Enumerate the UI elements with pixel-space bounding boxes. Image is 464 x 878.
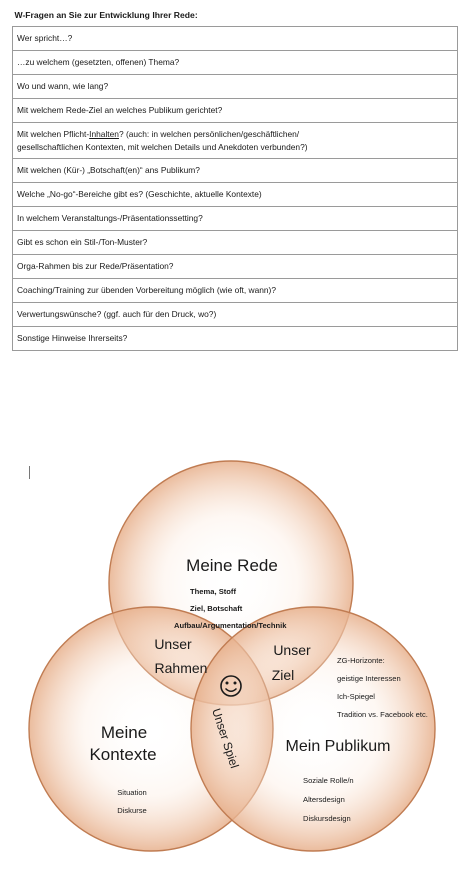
table-cell: Mit welchen (Kür-) „Botschaft(en)“ ans Publikum? [13, 159, 458, 183]
table-row [13, 27, 458, 51]
table-cell: Welche „No-go“-Bereiche gibt es? (Geschichte, aktuelle Kontexte) [13, 183, 458, 207]
table-row [13, 279, 458, 303]
table-cell: Wer spricht…? [13, 27, 458, 51]
title-mein-publikum: Mein Publikum [285, 738, 391, 755]
table-row [13, 255, 458, 279]
table-cell: Verwertungswünsche? (ggf. auch für den Druck, wo?) [13, 303, 458, 327]
table-row [13, 51, 458, 75]
questions-table [12, 4, 458, 351]
overlap-ziel-line1: Unser [273, 642, 311, 658]
publikum-item: Altersdesign [303, 795, 345, 804]
table-row [13, 303, 458, 327]
rede-item: Thema, Stoff [190, 587, 236, 596]
title-kontexte-line1: Meine [100, 723, 148, 742]
table-row [13, 207, 458, 231]
overlap-rahmen-line1: Unser [154, 636, 192, 652]
table-cell: Orga-Rahmen bis zur Rede/Präsentation? [13, 255, 458, 279]
publikum-item: Tradition vs. Facebook etc. [337, 710, 428, 719]
table-cell: In welchem Veranstaltungs-/Präsentationssetting? [13, 207, 458, 231]
table-cell: Sonstige Hinweise Ihrerseits? [13, 327, 458, 351]
table-row [13, 327, 458, 351]
venn-diagram [0, 450, 464, 878]
table-cell: Mit welchem Rede-Ziel an welches Publikum gerichtet? [13, 99, 458, 123]
underlined-word: Inhalten [89, 128, 119, 139]
publikum-item: geistige Interessen [337, 674, 401, 683]
kontexte-item: Situation [117, 788, 147, 797]
overlap-ziel-line2: Ziel [271, 667, 295, 683]
row-text-prefix: Mit welchen Pflicht- [17, 128, 90, 139]
publikum-item: Ich-Spiegel [337, 692, 375, 701]
rede-item: Aufbau/Argumentation/Technik [174, 621, 287, 630]
kontexte-item: Diskurse [117, 806, 147, 815]
table-cell: Coaching/Training zur übenden Vorbereitung möglich (wie oft, wann)? [13, 279, 458, 303]
publikum-item: ZG-Horizonte: [337, 656, 385, 665]
table-row [13, 231, 458, 255]
table-cell: Gibt es schon ein Stil-/Ton-Muster? [13, 231, 458, 255]
row-text-line2: gesellschaftlichen Kontexten, mit welchen Details und Anekdoten verbunden?) [17, 141, 308, 152]
title-meine-rede: Meine Rede [186, 556, 278, 575]
table-row [13, 99, 458, 123]
table-row [13, 75, 458, 99]
publikum-item: Soziale Rolle/n [303, 776, 354, 785]
publikum-item: Diskursdesign [303, 814, 351, 823]
table-row [13, 159, 458, 183]
table-cell: Wo und wann, wie lang? [13, 75, 458, 99]
table-heading-row [13, 4, 458, 27]
overlap-unser-spiel: Unser Spiel [209, 706, 242, 770]
table-cell: …zu welchem (gesetzten, offenen) Thema? [13, 51, 458, 75]
title-kontexte-line2: Kontexte [89, 745, 157, 764]
table-row [13, 183, 458, 207]
row-text-rest: ? (auch: in welchen persönlichen/geschäftlichen/ [118, 128, 300, 139]
table-heading: W-Fragen an Sie zur Entwicklung Ihrer Rede: [13, 4, 458, 27]
overlap-rahmen-line2: Rahmen [154, 660, 208, 676]
rede-item: Ziel, Botschaft [190, 604, 243, 613]
table-cell-multiline [13, 123, 458, 159]
table-row [13, 123, 458, 159]
